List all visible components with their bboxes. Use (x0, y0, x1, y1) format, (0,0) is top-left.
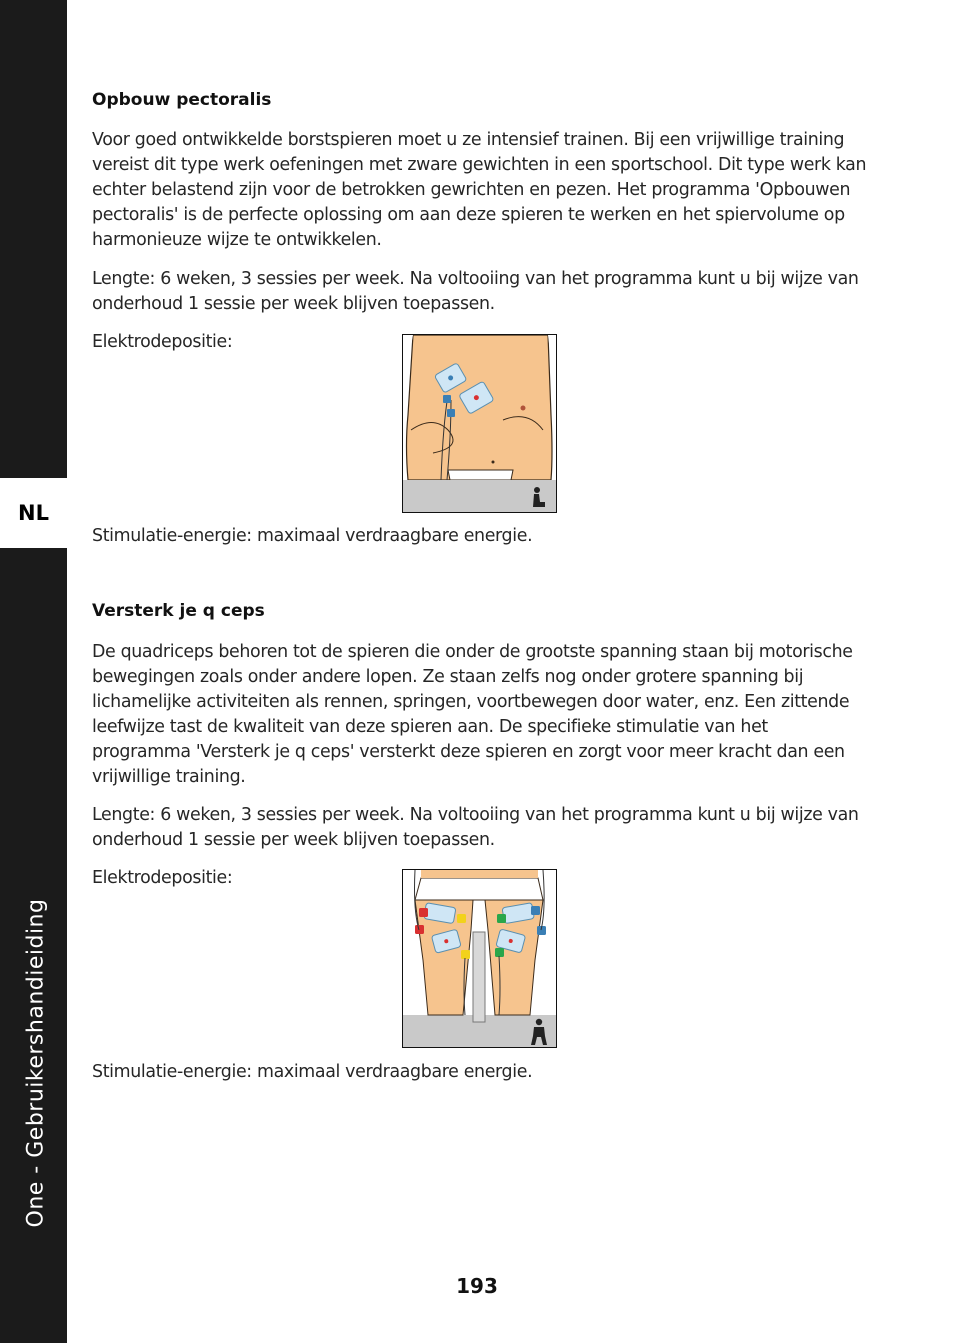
section-description-quadriceps: De quadriceps behoren tot de spieren die onder de grootste spanning staan bij motorische bewegingen zoals onder andere lopen. Ze staan zelfs nog onder grotere spanning bij lichamelijke activiteiten als rennen, springen, voortbewegen door water, enz. Een zittende leefwijze tast de kwaliteit van deze spieren aan. De specifieke stimulatie van het programma 'Versterk je q ceps' versterkt deze spieren en zorgt voor meer kracht dan een vrijwillige training. (92, 642, 853, 787)
chest-electrode-illustration (402, 334, 557, 513)
section-title-quadriceps: Versterk je q ceps (92, 601, 265, 621)
quadriceps-electrode-illustration (402, 869, 557, 1048)
language-tab: NL (0, 478, 67, 548)
section-duration-quadriceps: Lengte: 6 weken, 3 sessies per week. Na voltooiing van het programma kunt u bij wijze van onderhoud 1 sessie per week blijven toepassen. (92, 805, 859, 850)
page-number: 193 (456, 1274, 498, 1298)
electrode-label-quadriceps: Elektrodepositie: (92, 868, 233, 888)
section-title-pectoralis: Opbouw pectoralis (92, 90, 272, 110)
sidebar (0, 0, 67, 1343)
manual-title-vertical: One - Gebruikershandieiding (23, 898, 49, 1228)
energy-text-pectoralis: Stimulatie-energie: maximaal verdraagbare energie. (92, 526, 533, 546)
section-description-pectoralis: Voor goed ontwikkelde borstspieren moet u ze intensief trainen. Bij een vrijwillige training vereist dit type werk oefeningen met zware gewichten in een sportschool. Dit type werk kan echter belastend zijn voor de betrokken gewrichten en pezen. Het programma 'Opbouwen pectoralis' is de perfecte oplossing om aan deze spieren te werken en het spiervolume op harmonieuze wijze te ontwikkelen. (92, 130, 867, 250)
energy-text-quadriceps: Stimulatie-energie: maximaal verdraagbare energie. (92, 1062, 533, 1082)
electrode-label-pectoralis: Elektrodepositie: (92, 332, 233, 352)
section-duration-pectoralis: Lengte: 6 weken, 3 sessies per week. Na voltooiing van het programma kunt u bij wijze van onderhoud 1 sessie per week blijven toepassen. (92, 269, 859, 314)
